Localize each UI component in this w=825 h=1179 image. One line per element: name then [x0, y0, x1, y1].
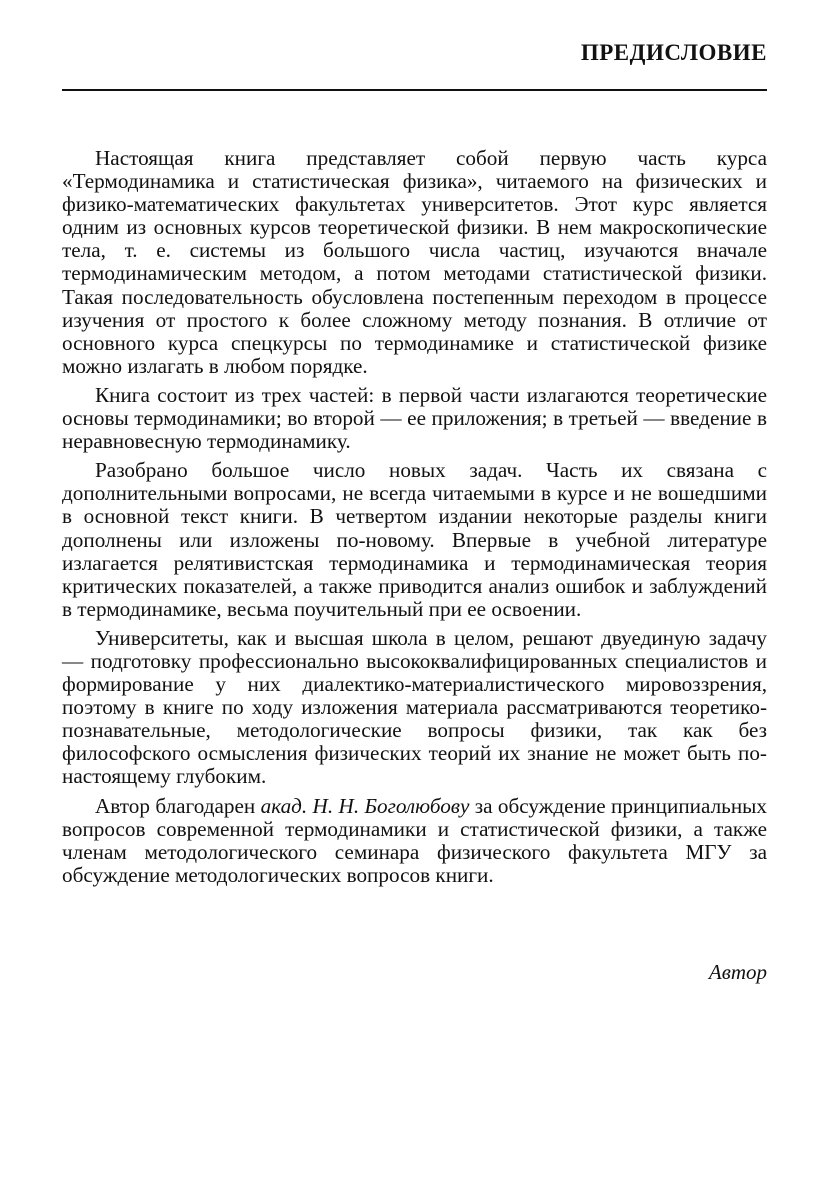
- header-rule: [62, 89, 767, 91]
- paragraph-5-end: за обсуждение принципиальных вопросов современной термодинамики и статистической физики, а также членам методологического семинара физического факультета МГУ за обсуждение методологических вопросов книги.: [62, 793, 767, 887]
- paragraph-3: Разобрано большое число новых задач. Часть их связана с дополнительными вопросами, не всегда читаемыми в курсе и не вошедшими в основной текст книги. В четвертом издании некоторые разделы книги дополнены или изложены по-новому. Впервые в учебной литературе излагается релятивистская термодинамика и термодинамическая теория критических показателей, а также приводится анализ ошибок и заблуждений в термодинамике, весьма поучительный при ее освоении.: [62, 458, 767, 621]
- paragraph-4: Университеты, как и высшая школа в целом, решают двуединую задачу — подготовку профессионально высококвалифицированных специалистов и формирование у них диалектико-материалистического мировоззрения, поэтому в книге по ходу изложения материала рассматриваются теоретико-познавательные, методологические вопросы физики, так как без философского осмысления физических теорий их знание не может быть по-настоящему глубоким.: [62, 625, 767, 789]
- page-title: ПРЕДИСЛОВИЕ: [580, 40, 767, 65]
- author-signature: Автор: [708, 960, 767, 984]
- paragraph-1: Настоящая книга представляет собой первую часть курса «Термодинамика и статистическая физика», читаемого на физических и физико-математических факультетах университетов. Этот курс является одним из основных курсов теоретической физики. В нем макроскопические тела, т. е. системы из большого числа частиц, изучаются вначале термодинамическим методом, а потом методами статистической физики. Такая последовательность обусловлена постепенным переходом в процессе изучения от простого к более сложному методу познания. В отличие от основного курса спецкурсы по термодинамике и статистической физике можно излагать в любом порядке.: [62, 146, 767, 378]
- paragraph-5-italic-name: акад. Н. Н. Боголюбову: [260, 793, 470, 818]
- paragraph-5-start: Автор благодарен: [95, 793, 261, 818]
- paragraph-2: Книга состоит из трех частей: в первой части излагаются теоретические основы термодинамики; во второй — ее приложения; в третьей — введение в неравновесную термодинамику.: [62, 382, 767, 454]
- preface-body: [62, 147, 767, 893]
- paragraph-5: [62, 795, 767, 887]
